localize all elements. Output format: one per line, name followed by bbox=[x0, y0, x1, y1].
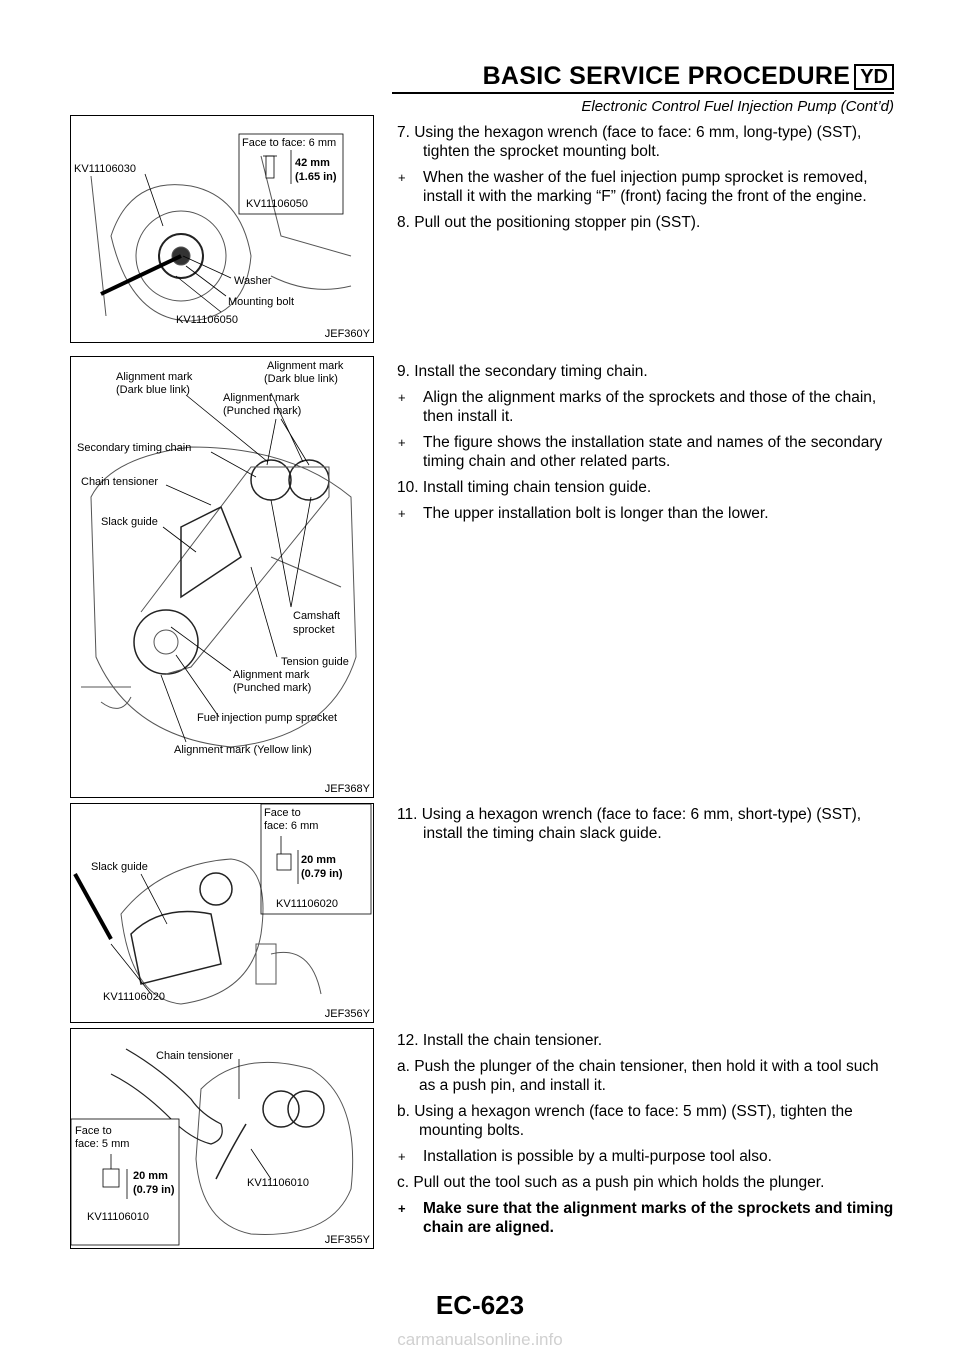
watermark: carmanualsonline.info bbox=[397, 1330, 563, 1349]
bullet-mark: + bbox=[398, 170, 406, 185]
fig4-label-3: 20 mm bbox=[133, 1170, 168, 1182]
step-12: 12. Install the chain tensioner. bbox=[397, 1032, 603, 1049]
step-9-note-2 bbox=[397, 433, 894, 471]
bullet-mark: + bbox=[398, 435, 406, 450]
figure-id: JEF360Y bbox=[324, 328, 370, 340]
step-12a: a. Push the plunger of the chain tensioner, then hold it with a tool such as a push pin, and install it. bbox=[397, 1058, 879, 1094]
bullet-mark: + bbox=[398, 390, 406, 405]
figure-jef355y bbox=[70, 1028, 374, 1249]
fig1-label-3: KV11106030 bbox=[74, 163, 136, 175]
figure-jef356y bbox=[70, 803, 374, 1023]
fig2-label-15: Alignment mark (Yellow link) bbox=[174, 744, 312, 756]
fig2-label-10: sprocket bbox=[293, 624, 335, 636]
fig3-label-0: Face to bbox=[264, 807, 301, 819]
fig2-label-0: Alignment mark bbox=[116, 371, 193, 383]
fig3-label-5: Slack guide bbox=[91, 861, 148, 873]
figure-id: JEF368Y bbox=[324, 783, 370, 795]
fig4-label-1: Face to bbox=[75, 1125, 112, 1137]
step-9-note-2-text: The figure shows the installation state and names of the secondary timing chain and other related parts. bbox=[423, 434, 883, 470]
step-9-note-1 bbox=[397, 388, 894, 426]
fig4-label-0: Chain tensioner bbox=[156, 1050, 234, 1062]
fig2-label-12: Alignment mark bbox=[233, 669, 310, 681]
bullet-mark: + bbox=[398, 1201, 406, 1216]
figure-jef356y-drawing bbox=[71, 804, 373, 1022]
fig2-label-11: Tension guide bbox=[281, 656, 349, 668]
figure-jef368y-drawing bbox=[71, 357, 373, 797]
step-12c-note-text: Make sure that the alignment marks of the sprockets and timing chain are aligned. bbox=[423, 1200, 894, 1236]
fig4-label-4: (0.79 in) bbox=[133, 1184, 175, 1196]
step-12c-note bbox=[397, 1199, 894, 1237]
fig3-label-2: 20 mm bbox=[301, 854, 336, 866]
step-12b: b. Using a hexagon wrench (face to face: 5 mm) (SST), tighten the mounting bolts. bbox=[397, 1103, 853, 1139]
step-8: 8. Pull out the positioning stopper pin (SST). bbox=[397, 214, 701, 231]
figure-jef355y-drawing bbox=[71, 1029, 373, 1248]
steps-7-8 bbox=[397, 123, 894, 239]
step-9: 9. Install the secondary timing chain. bbox=[397, 363, 648, 380]
step-7-note-text: When the washer of the fuel injection pump sprocket is removed, install it with the marking “F” (front) facing the front of the engine. bbox=[423, 169, 868, 205]
header-rule bbox=[392, 92, 894, 94]
fig2-label-8: Slack guide bbox=[101, 516, 158, 528]
figure-id: JEF356Y bbox=[324, 1008, 370, 1020]
step-10-note bbox=[397, 504, 894, 523]
step-10: 10. Install timing chain tension guide. bbox=[397, 479, 652, 496]
fig2-label-2: Alignment mark bbox=[267, 360, 344, 372]
step-12b-note-text: Installation is possible by a multi-purpose tool also. bbox=[423, 1148, 772, 1165]
fig2-label-14: Fuel injection pump sprocket bbox=[197, 712, 338, 724]
fig1-label-0: Face to face: 6 mm bbox=[242, 137, 337, 149]
step-12-block bbox=[397, 1031, 894, 1244]
section-title: BASIC SERVICE PROCEDURE bbox=[482, 62, 851, 90]
fig3-label-6: KV11106020 bbox=[103, 991, 165, 1003]
figure-id: JEF355Y bbox=[324, 1234, 370, 1246]
fig4-label-2: face: 5 mm bbox=[75, 1138, 130, 1150]
bullet-mark: + bbox=[398, 1149, 406, 1164]
step-9-note-1-text: Align the alignment marks of the sprockets and those of the chain, then install it. bbox=[423, 389, 877, 425]
fig1-label-1: 42 mm bbox=[295, 157, 330, 169]
fig1-label-6: Mounting bolt bbox=[228, 296, 295, 308]
figure-jef368y bbox=[70, 356, 374, 798]
fig3-label-3: (0.79 in) bbox=[301, 868, 343, 880]
bullet-mark: + bbox=[398, 506, 406, 521]
fig2-label-4: Alignment mark bbox=[223, 392, 300, 404]
fig1-label-5: Washer bbox=[234, 275, 272, 287]
steps-9-10 bbox=[397, 362, 894, 530]
page-header bbox=[392, 62, 894, 115]
page-number: EC-623 bbox=[435, 1290, 525, 1320]
fig2-label-1: (Dark blue link) bbox=[116, 384, 190, 396]
fig1-label-2: (1.65 in) bbox=[295, 171, 337, 183]
figure-jef360y-drawing bbox=[71, 116, 373, 342]
step-7: 7. Using the hexagon wrench (face to face: 6 mm, long-type) (SST), tighten the sprocket mounting bolt. bbox=[397, 124, 862, 160]
fig2-label-9: Camshaft bbox=[293, 610, 341, 622]
fig2-label-6: Secondary timing chain bbox=[77, 442, 192, 454]
section-subtitle: Electronic Control Fuel Injection Pump (Cont’d) bbox=[581, 98, 894, 115]
fig3-label-4: KV11106020 bbox=[276, 898, 338, 910]
fig2-label-3: (Dark blue link) bbox=[264, 373, 338, 385]
step-11-block bbox=[397, 805, 894, 850]
step-11: 11. Using a hexagon wrench (face to face: 6 mm, short-type) (SST), install the timing chain slack guide. bbox=[397, 806, 862, 842]
fig1-label-4: KV11106050 bbox=[246, 198, 308, 210]
step-7-note bbox=[397, 168, 894, 206]
fig4-label-5: KV11106010 bbox=[87, 1211, 149, 1223]
fig2-label-7: Chain tensioner bbox=[81, 476, 159, 488]
fig3-label-1: face: 6 mm bbox=[264, 820, 319, 832]
figure-jef360y bbox=[70, 115, 374, 343]
model-badge: YD bbox=[854, 64, 894, 90]
fig1-label-7: KV11106050 bbox=[176, 314, 238, 326]
fig4-label-6: KV11106010 bbox=[247, 1177, 309, 1189]
step-12b-note bbox=[397, 1147, 894, 1166]
step-12c: c. Pull out the tool such as a push pin which holds the plunger. bbox=[397, 1174, 825, 1191]
step-10-note-text: The upper installation bolt is longer than the lower. bbox=[423, 505, 769, 522]
fig2-label-13: (Punched mark) bbox=[233, 682, 312, 694]
fig2-label-5: (Punched mark) bbox=[223, 405, 302, 417]
